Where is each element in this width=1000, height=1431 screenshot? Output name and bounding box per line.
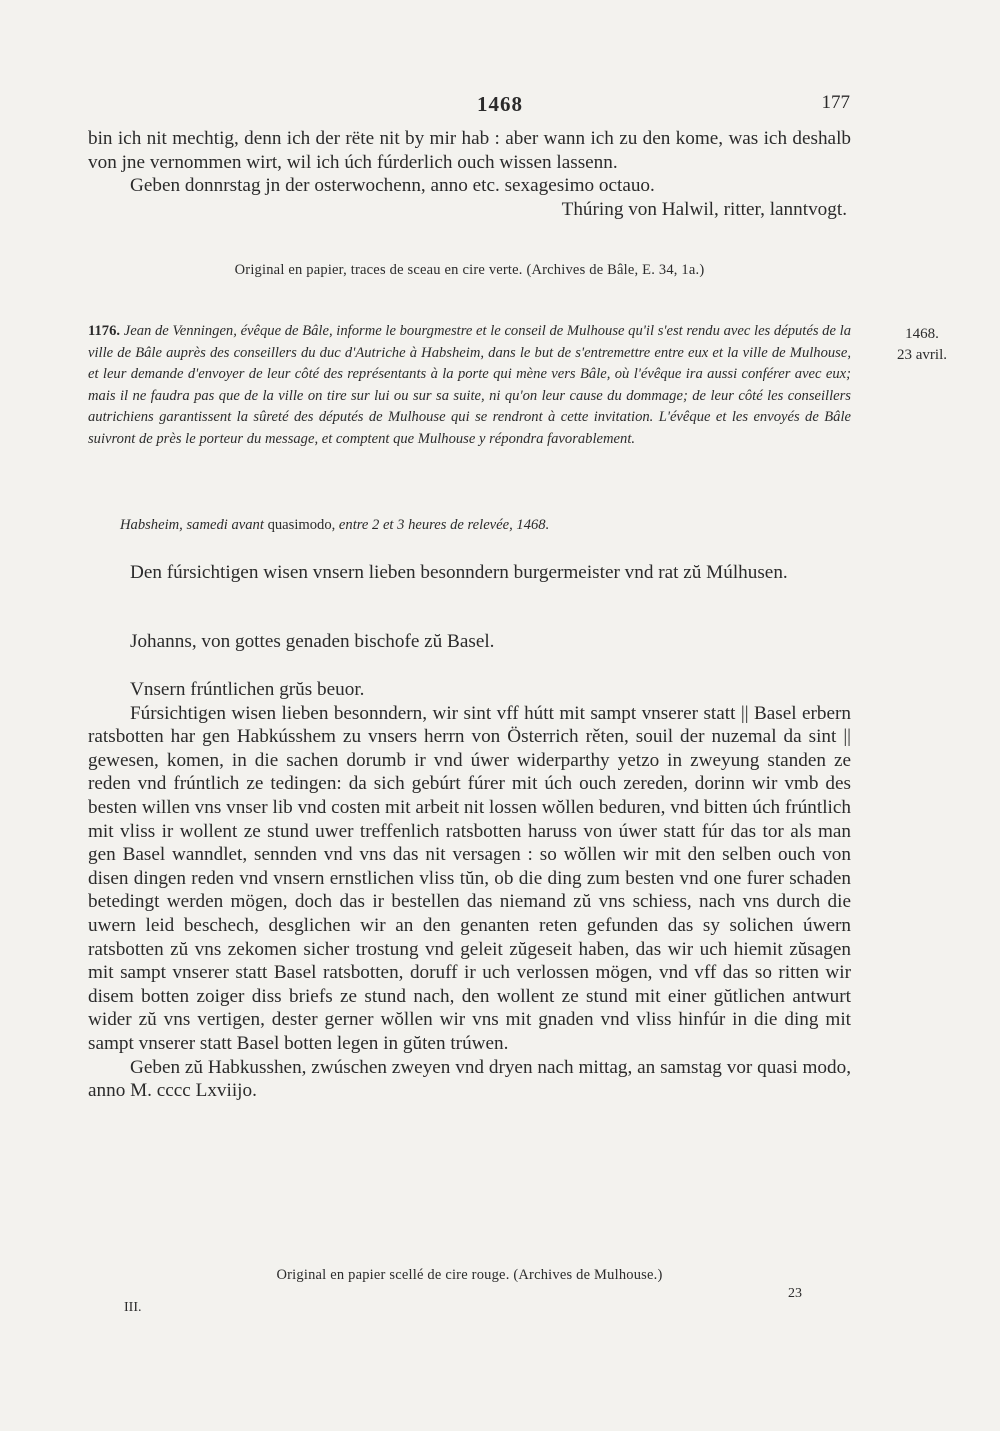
date-time: entre 2 et 3 heures de relevée, 1468. bbox=[338, 517, 550, 533]
previous-doc-paragraph: bin ich nit mechtig, denn ich der rëte nit by mir hab : aber wann ich zu den kome, was ich deshalb von jne vernommen wirt, wil ich úch fúrderlich ouch wissen lassenn. bbox=[88, 128, 851, 173]
running-head-year: 1468 bbox=[477, 92, 523, 116]
regest-text: Jean de Venningen, évêque de Bâle, informe le bourgmestre et le conseil de Mulhouse qu'il s'est rendu avec les députés de la ville de Bâle auprès des conseillers du duc d'Autriche à Habsheim, dans le but de s'entremettre entre eux et la ville de Mulhouse, et leur demande d'envoyer de leur côté des représentants à la porte qui mène vers Bâle, où l'évêque ira aussi conférer avec eux; mais il ne faudra pas que de la ville on tire sur lui ou sur sa suite, ni qu'on leur cause du dommage; de leur côté les conseillers autrichiens garantissent la sûreté des députés de Mulhouse qui se rendront à cette invitation. L'évêque et les envoyés de Bâle suivront de près le porteur du message, et comptent que Mulhouse y répondra favorablement. bbox=[88, 323, 852, 447]
signature-mark: 23 bbox=[788, 1286, 802, 1301]
margin-date-day: 23 avril. bbox=[897, 347, 947, 363]
document-source-note: Original en papier scellé de cire rouge. (Archives de Mulhouse.) bbox=[276, 1267, 663, 1283]
letter-sender bbox=[88, 630, 851, 654]
previous-doc-dating: Geben donnrstag jn der osterwochenn, anno etc. sexagesimo octauo. bbox=[130, 175, 655, 197]
volume-number: III. bbox=[124, 1300, 142, 1315]
greeting-text: Vnsern frúntlichen grŭs beuor. bbox=[130, 679, 365, 700]
document-number: 1176. bbox=[88, 323, 121, 339]
previous-doc-signature: Thúring von Halwil, ritter, lanntvogt. bbox=[561, 198, 847, 220]
letter-address bbox=[88, 561, 851, 585]
closing-text: Geben zŭ Habkusshen, zwúschen zweyen vnd dryen nach mittag, an samstag vor quasi modo, anno M. cccc Lxviijo. bbox=[88, 1056, 851, 1102]
document-date-line bbox=[88, 515, 851, 537]
previous-document-text bbox=[88, 127, 851, 221]
margin-date bbox=[872, 324, 972, 366]
body-text: Fúrsichtigen wisen lieben besonndern, wir sint vff hútt mit sampt vnserer statt || Basel erbern ratsbotten har gen Habkússhem zu vnsers herrn von Österrich rěten, souil der nuzemal da sint || gewesen, komen, in die sachen dorumb ir vnd úwer widerparthy yetzo in zweyung standen ze reden vnd frúntlich ze tedingen: da sich gebúrt fúrer mit úch ouch zereden, dorinn wir vmb des besten willen vns vnser lib vnd costen mit arbeit nit lossen wŏllen beduren, vnd bitten úch frúntlich mit vliss ir wollent ze stund uwer treffenlich ratsbotten haruss von úwer statt fúr das tor als man gen Basel wanndlet, sennden vnd vns das nit versagen : so wŏllen wir mit den selben ouch von disen dingen reden vnd vnsern ernstlichen vliss tŭn, ob die ding zum besten vnd one furer schaden betedingt werden mögen, doch das ir bestellen das niemand zŭ vns schiess, nach vns durch die uwern leid beschech, desglichen wir an den genanten reten gefunden das sy solichen úwern ratsbotten zŭ vns zekomen sicher trostung vnd geleit zŭgeseit haben, das wir uch hiemit zŭsagen mit sampt vnserer statt Basel ratsbotten, doruff ir uch verlossen mögen, vnd vff das so ritten wir disem botten zoiger diss briefs ze stund nach, den wollent ze stund mit einer gŭtlichen antwurt wider zŭ vns vertigen, dester gerner wŏllen wir vns mit gnaden vnd vliss hinfúr in die ding mit sampt vnserer statt Basel botten legen in gŭten trúwen. bbox=[88, 702, 851, 1054]
address-text: Den fúrsichtigen wisen vnsern lieben besonndern burgermeister vnd rat zŭ Múlhusen. bbox=[130, 562, 788, 583]
date-place: Habsheim, samedi avant bbox=[120, 517, 264, 533]
date-feast: quasimodo, bbox=[267, 517, 336, 533]
letter-body bbox=[88, 678, 851, 1103]
regest-summary bbox=[88, 321, 851, 451]
sender-text: Johanns, von gottes genaden bischofe zŭ Basel. bbox=[130, 631, 495, 652]
margin-date-year: 1468. bbox=[905, 326, 939, 342]
page-number: 177 bbox=[821, 92, 850, 113]
previous-doc-source-note: Original en papier, traces de sceau en cire verte. (Archives de Bâle, E. 34, 1a.) bbox=[234, 262, 705, 278]
